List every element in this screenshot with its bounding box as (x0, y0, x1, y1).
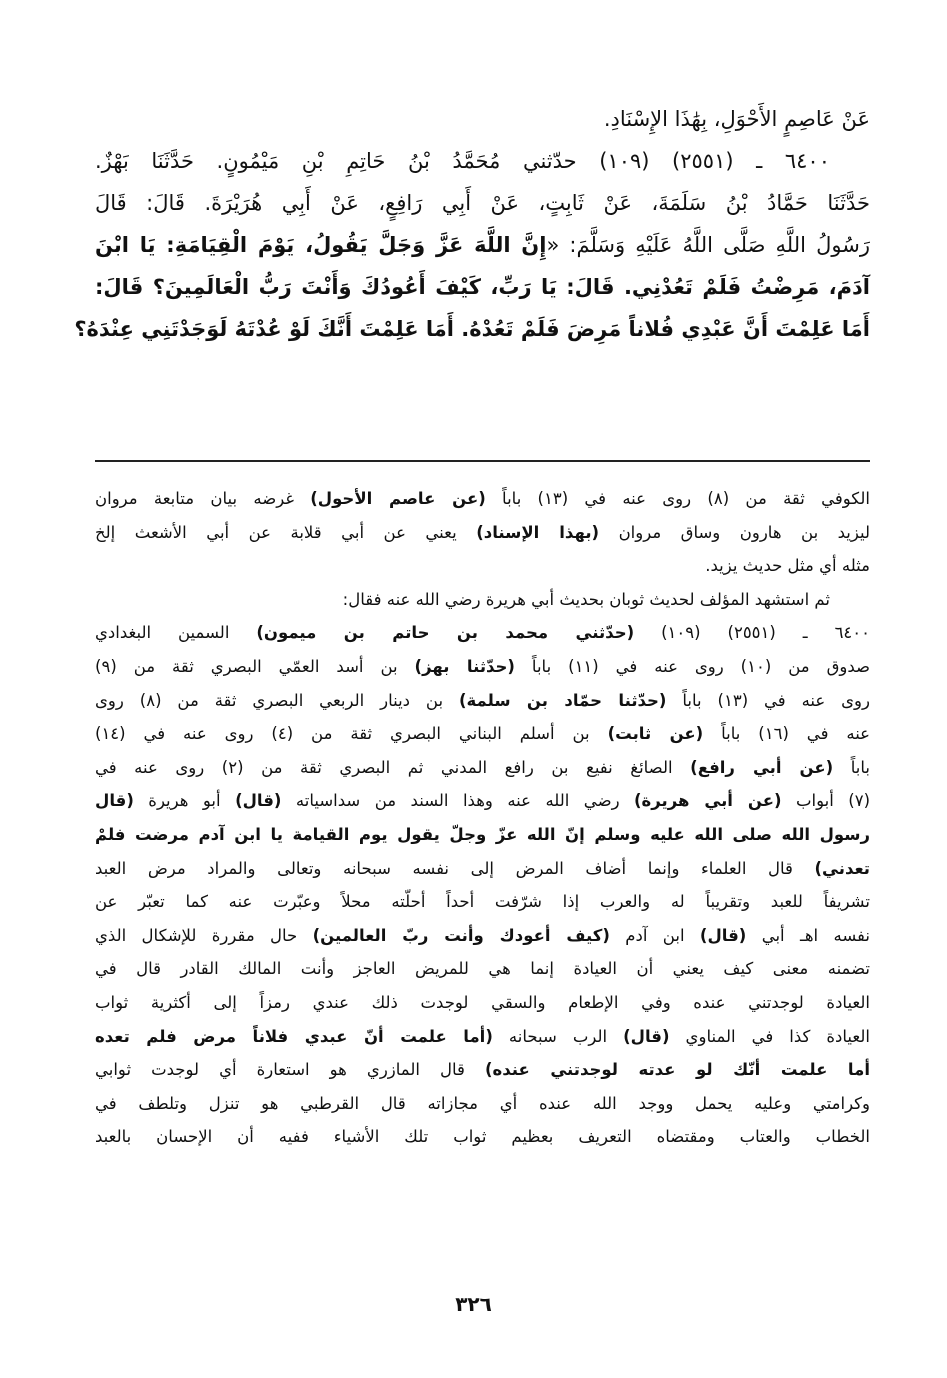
bold-text-run: (أما علمت أنّ عبدي فلاناً مرض فلم تعده (95, 1026, 493, 1046)
text-run: الخطاب والعتاب ومقتضاه التعريف بعظيم ثواب تلك الأشياء ففيه أن الإحسان بالعبد (95, 1127, 870, 1147)
page-number: ٣٢٦ (455, 1292, 492, 1316)
text-run: عنه في (١٦) باباً (703, 724, 871, 744)
text-run: بن أسلم البناني البصري ثقة من (٤) روى عنه في (١٤) (95, 724, 608, 744)
text-run: ٦٤٠٠ ـ (٢٥٥١) (١٠٩) حدّثني مُحَمَّدُ بْنُ حَاتِمِ بْنِ مَيْمُونٍ. حَدَّثَنَا بَهْزٌ. (95, 149, 830, 173)
text-run: أبو هريرة (133, 791, 236, 811)
commentary-line (95, 1087, 870, 1121)
text-run: ثم استشهد المؤلف لحديث ثوبان بحديث أبي هريرة رضي الله عنه فقال: (342, 589, 830, 609)
commentary-line (95, 852, 870, 886)
text-run: حَدَّثَنَا حَمَّادُ بْنُ سَلَمَةَ، عَنْ ثَابِتٍ، عَنْ أَبِي رَافِعٍ، عَنْ أَبِي هُرَيْرَةَ. قَالَ: قَالَ (95, 191, 870, 215)
bold-text-run: (بهذا الإسناد) (476, 522, 600, 542)
text-run: تشريفاً للعبد وتقريباً له والعرب إذا شرّفت أحداً أحلّته محلاً وعبّرت عنه كما تعبّر عن (95, 892, 870, 912)
text-run: السمين البغدادي (95, 623, 257, 643)
text-run: عَنْ عَاصِمٍ الأَحْوَلِ، بِهَٰذَا الإِسْنَادِ. (603, 107, 870, 131)
bold-text-run: تعدني) (814, 858, 870, 878)
text-run: يعني عن أبي قلابة عن أبي الأشعث إلخ (95, 522, 477, 542)
text-run: (٧) أبواب (781, 791, 871, 811)
hadith-line (95, 140, 870, 182)
text-run: صدوق من (١٠) روى عنه في (١١) باباً (514, 656, 871, 676)
commentary-line (95, 482, 870, 516)
commentary-line (95, 616, 870, 650)
bold-text-run: (عن أبي رافع) (690, 757, 834, 777)
commentary-line (95, 952, 870, 986)
bold-text-run: إِنَّ اللَّهَ عَزَّ وَجَلَّ يَقُولُ، يَوْمَ الْقِيَامَةِ: يَا ابْنَ (95, 233, 547, 257)
text-run: ٦٤٠٠ ـ (٢٥٥١) (١٠٩) (634, 623, 871, 643)
footnote-divider (95, 460, 870, 462)
bold-text-run: (قال) (623, 1026, 670, 1046)
commentary-line (95, 1020, 870, 1054)
bold-text-run: (كيف أعودك وأنت ربّ العالمين) (312, 925, 610, 945)
text-run: الصائغ نفيع بن رافع المدني ثم البصري ثقة من (٢) روى عنه في (95, 757, 691, 777)
bold-text-run: رسول الله صلى الله عليه وسلم إنّ الله عزّ وجلّ يقول يوم القيامة يا ابن آدم مرضت فلمْ (95, 824, 870, 844)
text-run: بن دينار الربعي البصري ثقة من (٨) روى (95, 690, 459, 710)
text-run: رضي الله عنه وهذا السند من سداسياته (281, 791, 634, 811)
text-run: الرب سبحانه (492, 1026, 624, 1046)
text-run: قال العلماء وإنما أضاف المرض إلى نفسه سبحانه وتعالى والمراد مرض العبد (95, 858, 815, 878)
commentary-line (95, 717, 870, 751)
text-run: رَسُولُ اللَّهِ صَلَّى اللَّهُ عَلَيْهِ وَسَلَّمَ: « (546, 233, 870, 257)
bold-text-run: آدَمَ، مَرِضْتُ فَلَمْ تَعُدْنِي. قَالَ: يَا رَبِّ، كَيْفَ أَعُودُكَ وَأَنْتَ رَبُّ الْعَالَمِينَ؟ قَالَ: (95, 275, 870, 299)
hadith-line (95, 98, 870, 140)
commentary-line (95, 549, 870, 583)
text-run: مثله أي مثل حديث يزيد. (705, 556, 870, 576)
text-run: العيادة لوجدتني عنده وفي الإطعام والسقي لوجدت ذلك عندي رمزاً إلى أكثرية ثواب (95, 992, 870, 1012)
text-run: حال مقررة للإشكال الذي (95, 925, 313, 945)
text-run: بن أسد العمّي البصري ثقة من (٩) (95, 656, 415, 676)
text-run: وكرامتي وعليه يحمل ووجد الله عنده أي مجازاته قال القرطبي هو تنزل وتلطف في (95, 1093, 870, 1113)
hadith-line (95, 266, 870, 308)
commentary-line (95, 751, 870, 785)
bold-text-run: (عن أبي هريرة) (634, 791, 782, 811)
bold-text-run: أَمَا عَلِمْتَ أَنَّ عَبْدِي فُلاناً مَرِضَ فَلَمْ تَعُدْهُ. أَمَا عَلِمْتَ أَنَّكَ لَوْ عُدْتَهُ لَوَجَدْتَنِي عِنْدَهُ؟ (74, 317, 870, 341)
bold-text-run: (عن ثابت) (607, 724, 704, 744)
hadith-line (95, 182, 870, 224)
commentary-line (95, 986, 870, 1020)
commentary-line (95, 684, 870, 718)
commentary-line (95, 650, 870, 684)
commentary-line (95, 516, 870, 550)
hadith-line (74, 308, 870, 350)
bold-text-run: أما علمت أنّك لو عدته لوجدتني عنده) (484, 1060, 870, 1080)
bold-text-run: (حدّثنا حمّاد بن سلمة) (458, 690, 667, 710)
commentary-line (95, 784, 870, 818)
bold-text-run: (حدّثني محمد بن حاتم بن ميمون) (256, 623, 635, 643)
text-run: تضمنه معنى كيف يعني أن العيادة إنما هي للمريض العاجز وأنت المالك القادر قال في (95, 959, 870, 979)
text-run: روى عنه في (١٣) باباً (666, 690, 870, 710)
commentary-line (95, 1053, 870, 1087)
text-run: نفسه اهـ أبي (746, 925, 871, 945)
text-run: ابن آدم (609, 925, 700, 945)
bold-text-run: (قال) (699, 925, 747, 945)
commentary-line (95, 1120, 870, 1154)
hadith-line (95, 224, 870, 266)
text-run: باباً (833, 757, 870, 777)
hadith-main-text (74, 98, 870, 350)
commentary-line (95, 885, 870, 919)
text-run: قال المازري هو استعارة أي لوجدت ثوابي (95, 1060, 485, 1080)
bold-text-run: (عن عاصم الأحول) (310, 489, 486, 508)
text-run: ليزيد بن هارون وساق مروان (599, 522, 871, 542)
text-run: الكوفي ثقة من (٨) روى عنه في (١٣) باباً (485, 489, 870, 508)
bold-text-run: (حدّثنا بهز) (414, 656, 515, 676)
commentary-text (95, 482, 870, 1154)
bold-text-run: (قال) (235, 791, 282, 811)
text-run: العيادة كذا في المناوي (669, 1026, 870, 1046)
text-run: غرضه بيان متابعة مروان (95, 489, 311, 508)
bold-text-run: (قال (95, 791, 134, 811)
commentary-line (95, 919, 870, 953)
commentary-line (95, 818, 870, 852)
commentary-line (95, 583, 870, 617)
